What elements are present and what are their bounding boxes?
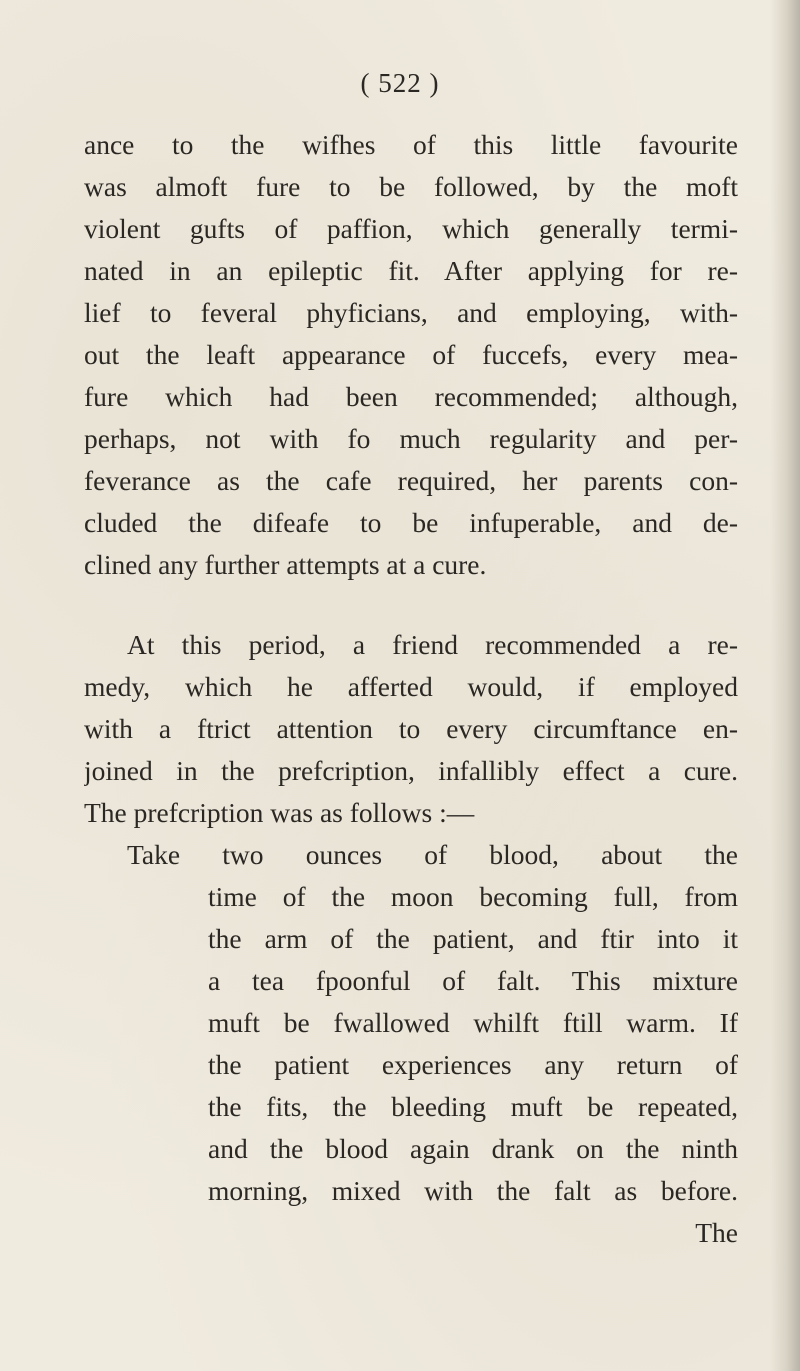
- text-line: clined any further attempts at a cure.: [84, 549, 487, 580]
- text-line: joined in the prefcription, infallibly effect a cure.: [84, 755, 738, 786]
- text-line: a tea fpoonful of falt. This mixture: [208, 965, 738, 996]
- text-line: perhaps, not with fo much regularity and per-: [84, 423, 738, 454]
- text-line: ance to the wifhes of this little favourite: [84, 129, 738, 160]
- text-line: morning, mixed with the falt as before.: [208, 1175, 738, 1206]
- text-line: violent gufts of paffion, which generally termi-: [84, 213, 738, 244]
- text-line: out the leaft appearance of fuccefs, every mea-: [84, 339, 738, 370]
- page-number: ( 522 ): [360, 68, 440, 98]
- text-line: time of the moon becoming full, from: [208, 881, 738, 912]
- text-line: feverance as the cafe required, her parents con-: [84, 465, 738, 496]
- text-line: the arm of the patient, and ftir into it: [208, 923, 738, 954]
- text-line: muft be fwallowed whilft ftill warm. If: [208, 1007, 738, 1038]
- text-line: nated in an epileptic fit. After applying for re-: [84, 255, 738, 286]
- text-line: fure which had been recommended; although,: [84, 381, 738, 412]
- text-line: medy, which he afferted would, if employed: [84, 671, 738, 702]
- page-edge-shadow: [770, 0, 800, 1371]
- text-line: the fits, the bleeding muft be repeated,: [208, 1091, 738, 1122]
- text-line: The prefcription was as follows :—: [84, 797, 475, 828]
- text-line: was almoft fure to be followed, by the moft: [84, 171, 738, 202]
- text-line: lief to feveral phyficians, and employing, with-: [84, 297, 738, 328]
- text-line: the patient experiences any return of: [208, 1049, 738, 1080]
- text-line: cluded the difeafe to be infuperable, and de-: [84, 507, 738, 538]
- text-line: Take two ounces of blood, about the: [127, 839, 738, 870]
- catchword: The: [695, 1217, 738, 1248]
- text-line: with a ftrict attention to every circumftance en-: [84, 713, 738, 744]
- text-line: At this period, a friend recommended a re-: [127, 629, 738, 660]
- text-line: and the blood again drank on the ninth: [208, 1133, 738, 1164]
